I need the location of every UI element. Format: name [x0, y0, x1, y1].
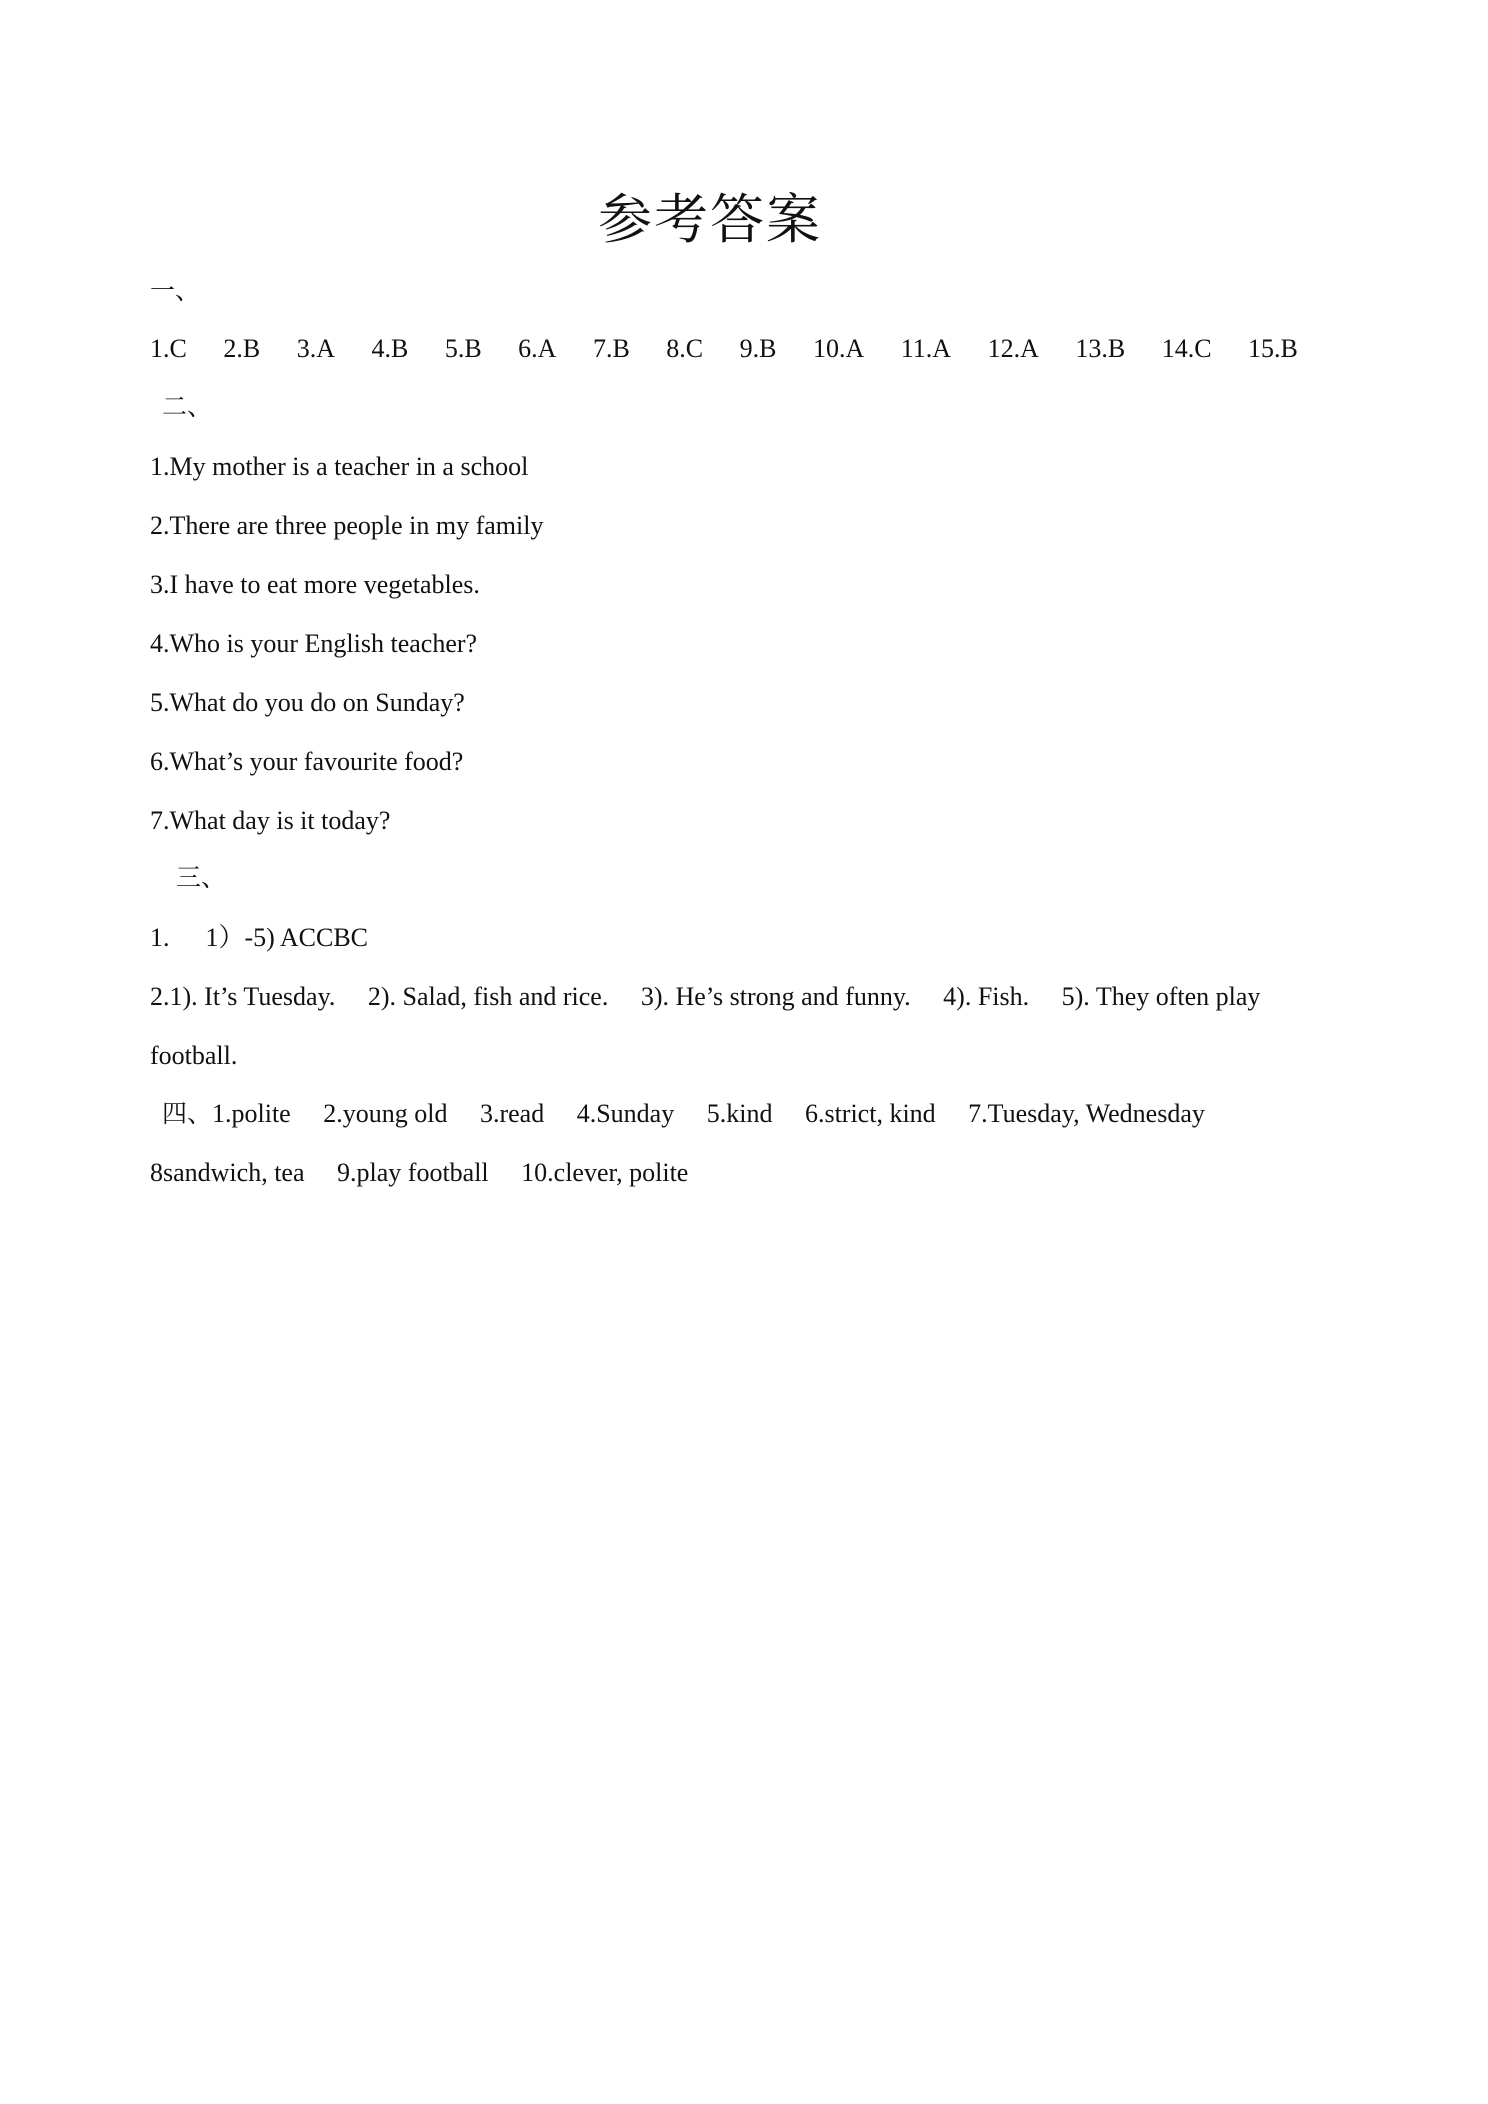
item-answer: 4.Sunday	[576, 1099, 675, 1128]
answer-item: 4.B	[371, 334, 409, 363]
item-answer: 2.young old	[323, 1099, 448, 1128]
section-2-line: 1.My mother is a teacher in a school	[150, 452, 529, 481]
item-answer: 7.Tuesday, Wednesday	[968, 1099, 1205, 1128]
item-number: 1.	[150, 923, 170, 952]
answer-item: 13.B	[1075, 334, 1126, 363]
item-answer: 2.1). It’s Tuesday.	[150, 982, 336, 1011]
section-2-line: 5.What do you do on Sunday?	[150, 688, 465, 717]
answer-item: 6.A	[518, 334, 557, 363]
item-answer: 1）-5) ACCBC	[205, 923, 369, 952]
item-answer: 9.play football	[337, 1158, 489, 1187]
answer-item: 14.C	[1161, 334, 1212, 363]
page-title: 参考答案	[598, 188, 822, 251]
section-2-line: 3.I have to eat more vegetables.	[150, 570, 480, 599]
answer-item: 7.B	[592, 334, 630, 363]
answer-item: 2.B	[223, 334, 261, 363]
section-2-heading: 二、	[162, 392, 213, 421]
section-3-heading: 三、	[176, 863, 227, 892]
answer-item: 9.B	[739, 334, 777, 363]
section-3-line-1	[150, 921, 368, 955]
section-1-heading: 一、	[150, 276, 201, 305]
section-4-row-2	[150, 1156, 688, 1190]
item-answer: 10.clever, polite	[521, 1158, 689, 1187]
item-answer: 5.kind	[706, 1099, 773, 1128]
item-answer: 6.strict, kind	[804, 1099, 936, 1128]
answer-item: 10.A	[812, 334, 865, 363]
answer-item: 12.A	[987, 334, 1039, 363]
item-answer: 2). Salad, fish and rice.	[367, 982, 609, 1011]
section-2-line: 6.What’s your favourite food?	[150, 747, 464, 776]
answer-item: 3.A	[296, 334, 335, 363]
item-answer: 4). Fish.	[943, 982, 1030, 1011]
item-answer: 5). They often play	[1061, 982, 1261, 1011]
section-2-line: 7.What day is it today?	[150, 806, 391, 835]
section-1-answers	[150, 332, 1298, 366]
answer-item: 11.A	[900, 334, 952, 363]
answer-item: 5.B	[444, 334, 482, 363]
section-3-line-2-continued: football.	[150, 1041, 238, 1070]
item-answer: 8sandwich, tea	[150, 1158, 305, 1187]
item-answer: 3). He’s strong and funny.	[640, 982, 911, 1011]
answer-item: 15.B	[1248, 334, 1298, 363]
section-3-line-2	[150, 980, 1260, 1014]
item-answer: 1.polite	[212, 1099, 291, 1128]
section-4-row-1	[162, 1097, 1205, 1131]
answer-item: 1.C	[150, 334, 187, 363]
section-4-heading: 四、	[162, 1099, 213, 1128]
answer-item: 8.C	[666, 334, 704, 363]
item-answer: 3.read	[479, 1099, 545, 1128]
section-2-line: 2.There are three people in my family	[150, 511, 544, 540]
section-2-line: 4.Who is your English teacher?	[150, 629, 478, 658]
